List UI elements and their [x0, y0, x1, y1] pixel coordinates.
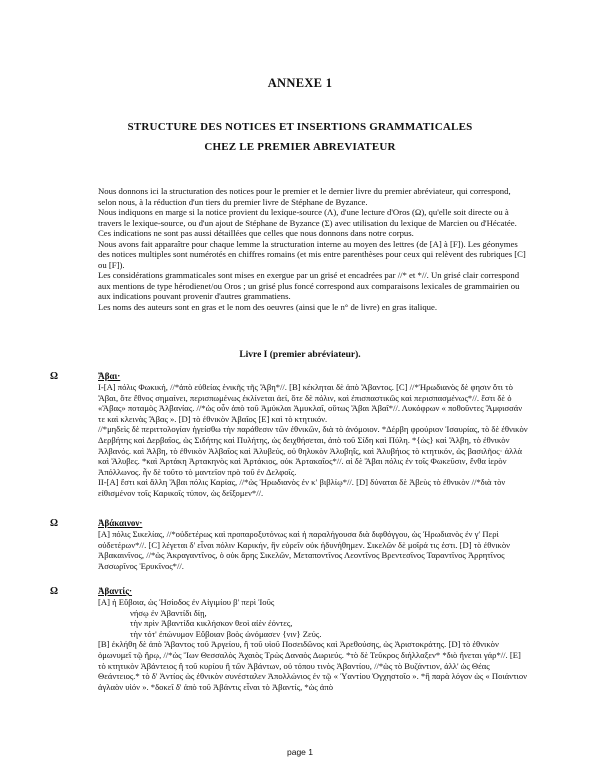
- annex-title: ANNEXE 1: [267, 76, 333, 90]
- entry-line: //*μηδεὶς δὲ περιττολογίαν ἡγείσθω τὴν παράθεσιν τῶν ἐθνικῶν, διὰ τὸ ἀνόμοιον. *Δέρβη φρούριον Ἰσαυρίας, τὸ δὲ ἐθνικὸν Δερβήτης καὶ Δερβαῖος, ὡς Σιδήτης καὶ Πυλήτης, ὡς δειχθήσεται, ἀπὸ τοῦ Σίδη καὶ Πύλη. *{ὡς} καὶ Ἄλβη, τὸ ἐθνικὸν Ἀλβανός. καὶ Ἀλβη, τὸ ἐθνικὸν Ἀλβαῖος καὶ Ἀλυβεύς, οὐ θηλυκὸν Ἀλυβηΐς, καὶ Ἀλυβήιος τὸ κτητικόν, ὡς βασιλῆος· ἀλλὰ καὶ Ἄλυβες. *καὶ Ἀρτάκη Ἀρτακηνὸς καὶ Ἀρτάκιος, οὐκ Ἀρτακαῖος*//. αἱ δὲ Ἄβαι πόλις ἐν τοῖς Φωκεῦσιν, ἔνθα ἱερὸν Ἀπόλλωνος. ἦν δὲ τοῦτο τὸ μαντεῖον πρὸ τοῦ ἐν Δελφοῖς.: [98, 424, 528, 477]
- intro-paragraph: Nous avons fait apparaître pour chaque lemme la structuration interne au moyen des lettres (de [A] à [F]). Les géonymes des notices multiples sont numérotés en chiffres romains (et mis entre parenthèses pour ceux qui relèvent des rubriques [C] ou [F]).: [98, 238, 526, 270]
- entry-line: [A] ἡ Εὔβοια, ὡς Ἡσίοδος ἐν Αἰγιμίου βʹ περὶ Ἰοῦς: [98, 597, 275, 607]
- verse-line: τὴν πρὶν Ἀβαντίδα κικλήσκον θεοὶ αἰὲν ἐόντες,: [130, 618, 293, 629]
- verse-line: νήσῳ ἐν Ἀβαντίδι δίῃ,: [130, 607, 207, 618]
- book-title: Livre I (premier abréviateur).: [239, 350, 361, 360]
- lemma-heading: Ἄβαι·: [98, 371, 121, 381]
- intro-paragraph: Nous donnons ici la structuration des notices pour le premier et le dernier livre du premier abréviateur, qui correspond, selon nous, à la réduction d'un tiers du premier livre de Stéphane de Byzance.: [98, 186, 511, 207]
- introduction: [98, 186, 528, 312]
- intro-paragraph: Nous indiquons en marge si la notice provient du lexique-source (Λ), d'une lecture d'Oros (Ω), qu'elle soit directe ou à travers le lexique-source, ou d'un ajout de Stéphane de Byzance (Σ) avec utilisation du lexique de Marcien ou d'Hécatée. Ces indications ne sont pas aussi détaillées que celles que nous donnons dans notre corpus.: [98, 207, 517, 238]
- verse-line: τὴν τότ' ἐπώνυμον Εὔβοιαν βοὸς ὠνόμασεν {νιν} Ζεύς.: [130, 628, 322, 639]
- lemma-heading: Ἀβάκαινον·: [98, 518, 143, 528]
- lemma-heading: Ἀβαντίς·: [98, 586, 133, 596]
- intro-paragraph: Les noms des auteurs sont en gras et le nom des oeuvres (ainsi que le n° de livre) en gras italique.: [98, 301, 438, 312]
- entry-body: [98, 382, 530, 499]
- sub-title: CHEZ LE PREMIER ABREVIATEUR: [204, 141, 396, 153]
- source-marker: Ω: [50, 518, 59, 529]
- main-title: STRUCTURE DES NOTICES ET INSERTIONS GRAMMATICALES: [127, 121, 473, 133]
- intro-paragraph: Les considérations grammaticales sont mises en exergue par un grisé et encadrées par //* et *//. Un grisé clair correspond aux mentions de type hérodienet/ou Oros ; un grisé plus foncé correspond aux comparaisons lexicales de grammairien ou aux indications pouvant provenir d'autres grammatiens.: [98, 270, 520, 301]
- source-marker: Ω: [50, 586, 59, 597]
- page-number: page 1: [287, 747, 313, 757]
- entry-line: I-[A] πόλις Φωκική, //*ἀπὸ εὐθείας ἑνικῆς τῆς Ἄβη*//. [B] κέκληται δὲ ἀπὸ Ἄβαντος. [C] //*Ἡρωδιανὸς δὲ φησιν ὅτι τὸ Ἄβαι, ὅτε ἔθνος σημαίνει, περισπωμένως ἐκλίνεται ἀεί, ὅτε δὲ πόλιν, καὶ ἐπισπαστικῶς καὶ περισπασμένως*//. ἔστι δὲ ὁ «Ἄβας» ποταμὸς Ἀλβανίας. //*ὡς οὖν ἀπὸ τοῦ Ἀμύκλαι Ἀμυκλαῖ, οὕτως Ἄβαι Ἀβαῖ*//. Λυκόφρων « ποθοῦντες Ἄμφισσάν τε καὶ κλεινὰς Ἄβας ». [D] τὸ ἐθνικὸν Ἀβαῖος [E] καὶ τὸ κτητικόν.: [98, 382, 523, 424]
- source-marker: Ω: [50, 371, 59, 382]
- entry-body: [98, 597, 530, 692]
- entry-line: [B] ἐκλήθη δὲ ἀπὸ Ἄβαντος τοῦ Ἀργείου, ἢ τοῦ υἱοῦ Ποσειδῶνος καὶ Ἀρεθούσης, ὡς Ἀριστοκράτης. [D] τὸ ἐθνικὸν ὁμωνυμεῖ τῷ ἥρῳ, //*ὡς Ἴων Θεσσαλὸς Ἀχαιὸς Τρὼς Δαναὸς Δωριεύς. *τὸ δὲ Τεῦκρος διήλλαξεν* *διὸ ἤνεται γάρ*//. [E] τὸ κτητικὸν Ἀβάντειος ἢ τοῦ κυρίου ἢ τῶν Ἀβάντων, οὐ τόπου τινὸς Ἀβαντίου, //*ὡς τὸ Βυζάντιον, ἀλλ' ὡς Θέας Θεάντειος.* τὸ δ' Ἀντίος ὡς ἐθνικὸν συνέσταλεν Ἀπολλώνιος ἐν τῷ « Ὑαντίου Ὀγχηστοῖο ». *ἢ παρὰ λόγον ὡς « Ποιάντιον ἀγλαὸν υἱόν ». *δοκεῖ δ' ἀπὸ τοῦ Ἀβάντις εἶναι τὸ Ἀβαντίς, *ὡς ἀπὸ: [98, 639, 528, 692]
- entry-body: [98, 529, 530, 571]
- entry-line: [A] πόλις Σικελίας, //*οὐδετέρως καὶ προπαροξυτόνως καὶ ἡ παραλήγουσα διὰ διφθόγγου, ὡς Ἡρωδιανὸς ἐν γʹ Περὶ οὐδετέρων*//. [C] λέγεται δ' εἶναι πόλιν Καρικήν, ἣν εὑρεῖν οὐκ ἠδυνήθημεν. Σικελῶν δὲ μοῖρά τις ἐστι. [D] τὸ ἐθνικὸν Ἀβακαινῖνος, //*ὡς Ἀκραγαντῖνος, ὁ οὐκ ἄρης Σικελῶν, Μεταποντῖνος Λεοντῖνος Βρεντεσῖνος Ταραντῖνος Ἀρρητῖνος Ἀσσωρῖνος Ἐρυκῖνος*//.: [98, 529, 511, 571]
- entry-line: II-[A] ἔστι καὶ ἄλλη Ἄβαι πόλις Καρίας, //*ὡς Ἡρωδιανὸς ἐν κʹ βιβλίῳ*//. [D] δύναται δὲ Ἀβεὺς τὸ ἐθνικὸν //*διὰ τὸν εἰθισμένον τοῖς Καρικοῖς τύπον, ὡς δεῖξομεν*//.: [98, 477, 506, 498]
